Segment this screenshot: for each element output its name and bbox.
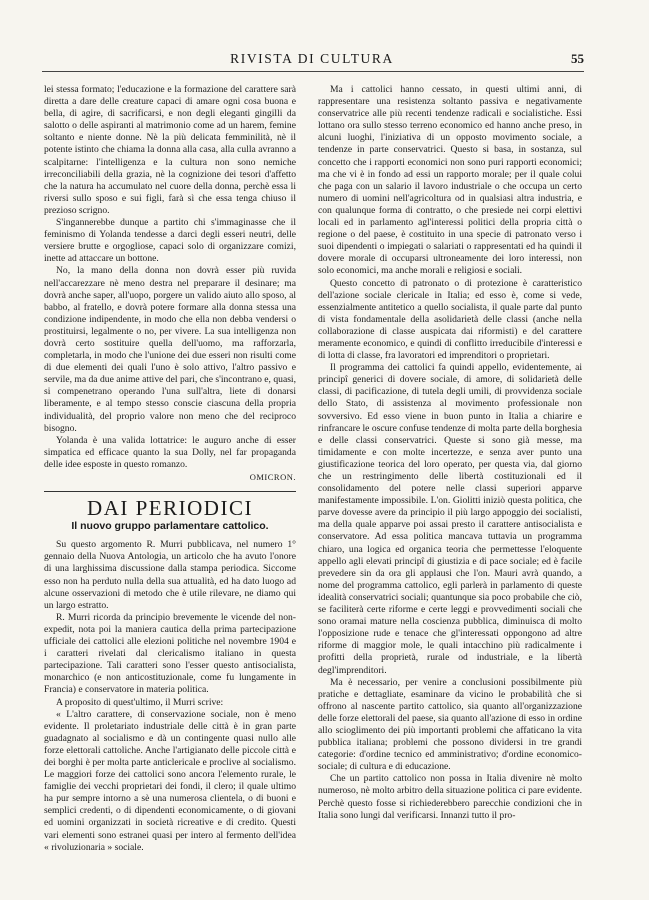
section-title: DAI PERIODICI — [87, 496, 253, 521]
header-rule — [42, 71, 584, 72]
paragraph: Che un partito cattolico non possa in Italia divenire nè molto numeroso, nè molto arbitro della situazione politica ci pare evidente. Perchè questo fosse si richiederebbero parecchie condizioni che in Italia sono lungi dal verificarsi. Innanzi tutto il pro- — [318, 773, 582, 821]
article-title: Il nuovo gruppo parlamentare cattolico. — [71, 520, 269, 533]
right-column — [318, 84, 582, 822]
paragraph: « L'altro carattere, di conservazione sociale, non è meno evidente. Il proletariato industriale delle città è in gran parte guadagnato al socialismo e dà un contingente quasi nullo alle forze elettorali cattoliche. Anche l'artigianato delle piccole città e dei borghi è per molta parte anticlericale e proclive al socialismo. Le maggiori forze dei cattolici sono ancora l'elemento rurale, le famiglie dei vecchi proprietari dei fondi, il clero; il quale ultimo ha pur sempre intorno a sè una numerosa clientela, o di buoni e semplici credenti, o di dipendenti economicamente, o di giovani ed uomini organizzati in società ricreative e di credito. Questi vari elementi sono estranei quasi per intero al fermento dell'idea « rivoluzionaria » sociale. — [44, 708, 296, 853]
section-divider — [44, 491, 296, 492]
paragraph: S'ingannerebbe dunque a partito chi s'immaginasse che il feminismo di Yolanda tendesse a darci degli esseri neutri, delle versiere brutte e orgogliose, capaci solo di organizzare comizi, inette ad attaccare un bottone. — [44, 217, 296, 265]
journal-title: RIVISTA DI CULTURA — [230, 51, 394, 66]
paragraph: Su questo argomento R. Murri pubblicava, nel numero 1° gennaio della Nuova Antologia, un articolo che ha avuto l'onore di una larghissima discussione dalla stampa periodica. Siccome esso non ha perduto nulla della sua attualità, ed ha dato luogo ad alcune osservazioni di metodo che è utile rilevare, ne diamo qui un largo estratto. — [44, 539, 296, 611]
paragraph: lei stessa formato; l'educazione e la formazione del carattere sarà diretta a dare delle creature capaci di amare ogni cosa buona e bella, di agire, di sacrificarsi, e non degli eleganti gingilli da salotto o delle aspiranti al matrimonio come ad un harem, femine soltanto e niente donne. Nè la più delicata femminilità, nè il potente istinto che chiama la donna alla casa, alla culla avranno a scalpitarne: l'intelligenza e la cultura non sono nemiche irreconciliabili della grazia, nè la cognizione dei tesori d'affetto che la natura ha accumulato nel cuore della donna, perchè essa li riversi sullo sposo e sui figli, farà sì che essa tenga chiuso il prezioso scrigno. — [44, 84, 296, 216]
left-column — [44, 84, 296, 854]
paragraph: Ma è necessario, per venire a conclusioni possibilmente più pratiche e dettagliate, esaminare da vicino le probabilità che si offrono al nascente partito cattolico, sia quanto all'organizzazione delle forze elettorali del paese, sia quanto all'azione di esso in ordine allo scioglimento dei più importanti problemi che affaticano la vita pubblica italiana; problemi che possono dividersi in tre grandi categorie: d'ordine tecnico ed amministrativo; d'ordine economico-sociale; di cultura e di educazione. — [318, 676, 582, 773]
paragraph: R. Murri ricorda da principio brevemente le vicende del non-expedit, nota poi la maniera cautica della prima partecipazione ufficiale dei cattolici alle elezioni politiche nel novembre 1904 e i caratteri rivelati dal clericalismo italiano in questa partecipazione. Tali caratteri sono l'esser questo antisocialista, monarchico (e non anticostituzionale, come fu lungamente in Francia) e conservatore in materia politica. — [44, 611, 296, 696]
paragraph: Yolanda è una valida lottatrice: le auguro anche di esser simpatica ed efficace quanto la sua Dolly, nel far propaganda delle idee esposte in questo romanzo. — [44, 434, 296, 470]
signature: OMICRON. — [249, 472, 296, 482]
paragraph: No, la mano della donna non dovrà esser più ruvida nell'accarezzare nè meno destra nel preparare il desinare; ma dovrà anche saper, all'uopo, porgere un valido aiuto allo sposo, al babbo, al fratello, e dovrà potere formare alla donna stessa una condizione indipendente, in modo che ella non debba vendersi o prostituirsi, legalmente o no, per vivere. La sua intelligenza non dovrà certo sostituire quella dell'uomo, ma rafforzarla, completarla, in modo che l'unione dei due esseri non risulti come di due elementi dei quali l'uno è solo attivo, l'altro passivo e servile, ma da due anime attive del pari, che s'incontrano e, quasi, si compenetrano operando l'una sull'altra, liete di donarsi liberamente, e al tempo stesso conscie ciascuna della propria individualità, del proprio valore non meno che del reciproco bisogno. — [44, 265, 296, 434]
running-header — [42, 48, 582, 70]
paragraph: Ma i cattolici hanno cessato, in questi ultimi anni, di rappresentare una resistenza soltanto passiva e negativamente conservatrice alle più recenti tendenze radicali e socialistiche. Essi lottano ora sullo stesso terreno economico ed hanno anche preso, in alcuni luoghi, l'iniziativa di un opposto movimento sociale, a tendenze in parte conservatrici. Questo si basa, in sostanza, sul concetto che i rapporti economici non sono puri rapporti economici; ma che vi è in fondo ad essi un rapporto morale; per il quale colui che paga con un salario il lavoro industriale o che occupa un certo numero di uomini nell'agricoltura od in qualsiasi altra industria, e con qualunque forma di contratto, o che presiede nei corpi elettivi locali ed in parlamento agl'interessi politici della propria città o regione o del paese, è costituito in una specie di patronato verso i suoi dipendenti o impiegati o salariati o rappresentati ed ha quindi il dovere morale di occuparsi ultroneamente dei loro interessi, non solo economici, ma anche morali e religiosi e sociali. — [318, 84, 582, 277]
paragraph: A proposito di quest'ultimo, il Murri scrive: — [56, 696, 224, 708]
page-number: 55 — [571, 51, 584, 66]
paragraph: Questo concetto di patronato o di protezione è caratteristico dell'azione sociale clericale in Italia; ed esso è, come si vede, essenzialmente antitetico a quello socialista, il quale parte dal punto di vista fondamentale della asolidarietà delle classi (anche nella collaborazione di classe auspicata dai riformisti) e del carattere meramente economico, e quindi di conflitto irreducibile d'interessi e di lotta di classe, fra lavoratori ed imprenditori o proprietari. — [318, 277, 582, 362]
paragraph: Il programma dei cattolici fa quindi appello, evidentemente, ai principî generici di dovere sociale, di amore, di solidarietà delle classi, di pacificazione, di tutela degli umili, di provvidenza sociale dello Stato, di assistenza al movimento professionale non sovversivo. Ed esso viene in buon punto in Italia a chiarire e rinfrancare le oscure confuse tendenze di molta parte della borghesia e delle classi conservatrici. Queste si sono già messe, ma timidamente e con molte incertezze, e senza aver punto una giustificazione teorica del loro operato, per questa via, dal giorno che un restringimento delle libertà costituzionali ed il consolidamento del potere nelle classi superiori apparve manifestamente impossibile. L'on. Giolitti iniziò questa politica, che parve dovesse avere da principio il più largo appoggio dei socialisti, ma della quale apparve poi assai presto il carattere antisocialista e conservatore. Ad essa politica mancava tuttavia un programma chiaro, una logica ed organica teoria che permettesse l'eloquente appello agli elevati principî di giustizia e di pace sociale; ed è facile prevedere sin da ora gli applausi che l'on. Mauri avrà quando, a nome del programma cattolico, egli parlerà in parlamento di queste idealità conservatrici sociali; quantunque sia poco probabile che ciò, se faciliterà certe riforme e certe leggi e provvedimenti sociali che sono oramai mature nella coscienza pubblica, diminuisca di molto l'opposizione rude e tenace che gl'interessati oppongono ad altre riforme di maggior mole, le quali intacchino più radicalmente i profitti della proprietà, rurale od industriale, e la libertà degl'imprenditori. — [318, 362, 582, 676]
